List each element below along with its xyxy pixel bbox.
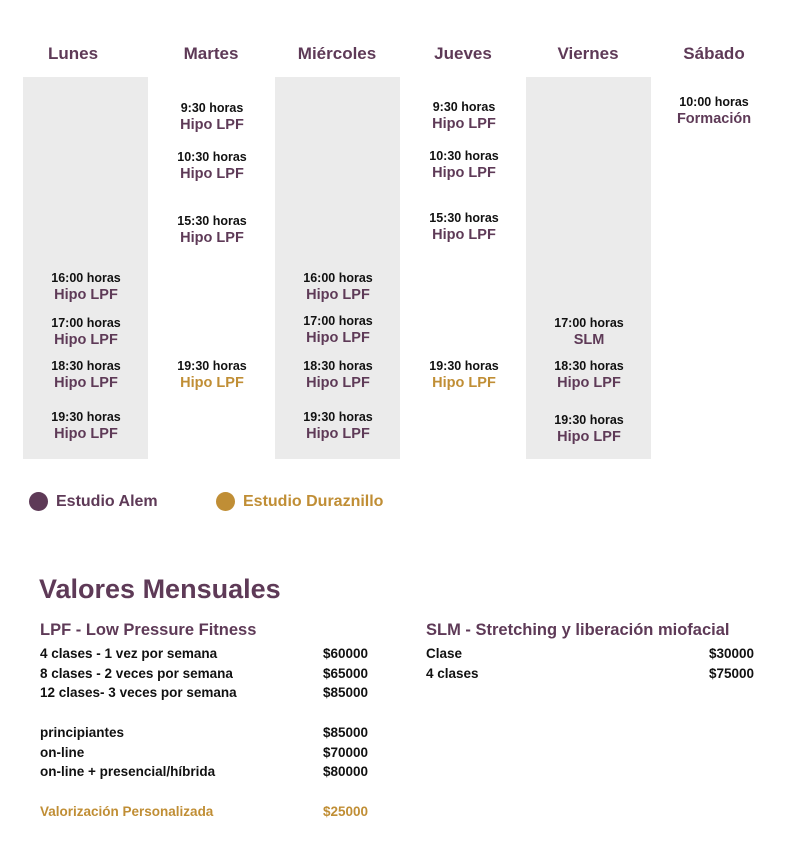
slot-class: SLM	[573, 331, 605, 348]
day-header-jueves: Jueves	[434, 44, 492, 63]
schedule-slot	[401, 360, 527, 390]
slot-time: 10:00 horas	[679, 95, 749, 109]
studio-duraznillo-dot-icon	[216, 492, 235, 511]
day-header-miercoles: Miércoles	[297, 44, 377, 63]
price-value: $75000	[708, 666, 754, 681]
slot-time: 16:00 horas	[303, 271, 373, 285]
price-label: Valorización Personalizada	[40, 804, 214, 819]
schedule-slot	[23, 360, 149, 390]
price-label: 4 clases - 1 vez por semana	[40, 646, 218, 661]
slot-class: Formación	[676, 110, 752, 127]
slot-class: Hipo LPF	[432, 374, 496, 391]
legend-label: Estudio Duraznillo	[243, 492, 384, 510]
day-header-lunes: Lunes	[47, 44, 99, 63]
column-shade-miercoles	[275, 77, 400, 459]
slot-time: 17:00 horas	[51, 316, 121, 330]
slot-time: 18:30 horas	[51, 359, 121, 373]
slot-time: 19:30 horas	[303, 410, 373, 424]
day-header-martes: Martes	[183, 44, 239, 63]
schedule-slot	[149, 215, 275, 245]
slot-time: 19:30 horas	[429, 359, 499, 373]
day-header-viernes: Viernes	[557, 44, 619, 63]
slot-class: Hipo LPF	[54, 286, 118, 303]
slot-class: Hipo LPF	[180, 116, 244, 133]
price-row	[40, 764, 368, 779]
price-label: 8 clases - 2 veces por semana	[40, 666, 233, 681]
slot-time: 17:00 horas	[303, 314, 373, 328]
schedule-slot	[149, 151, 275, 181]
schedule-slot	[149, 102, 275, 132]
slot-time: 18:30 horas	[303, 359, 373, 373]
schedule-slot	[275, 315, 401, 345]
slot-class: Hipo LPF	[306, 425, 370, 442]
legend-label: Estudio Alem	[56, 492, 158, 510]
price-value: $80000	[322, 764, 368, 779]
slot-time: 18:30 horas	[554, 359, 624, 373]
price-row	[426, 666, 754, 681]
schedule-slot	[401, 212, 527, 242]
slot-class: Hipo LPF	[306, 374, 370, 391]
slot-class: Hipo LPF	[180, 229, 244, 246]
column-shade-viernes	[526, 77, 651, 459]
slot-class: Hipo LPF	[180, 374, 244, 391]
slot-class: Hipo LPF	[557, 428, 621, 445]
slot-time: 10:30 horas	[429, 149, 499, 163]
legend-item-duraznillo	[216, 492, 383, 511]
price-row	[40, 745, 368, 760]
legend-item-alem	[29, 492, 158, 511]
slm-heading: SLM - Stretching y liberación miofacial	[426, 621, 730, 639]
price-value: $30000	[708, 646, 754, 661]
price-label: Clase	[426, 646, 463, 661]
slot-class: Hipo LPF	[54, 374, 118, 391]
schedule-slot	[149, 360, 275, 390]
price-row	[426, 646, 754, 661]
price-value: $85000	[322, 685, 368, 700]
slot-time: 9:30 horas	[432, 100, 496, 114]
price-label: principiantes	[40, 725, 125, 740]
lpf-heading: LPF - Low Pressure Fitness	[40, 621, 257, 639]
schedule-slot	[23, 411, 149, 441]
price-row	[40, 646, 368, 661]
schedule-slot	[23, 272, 149, 302]
price-label: 4 clases	[426, 666, 479, 681]
schedule-slot	[275, 272, 401, 302]
schedule-slot	[526, 317, 652, 347]
slot-time: 10:30 horas	[177, 150, 247, 164]
price-value: $25000	[322, 804, 368, 819]
schedule-slot	[526, 360, 652, 390]
slot-class: Hipo LPF	[432, 115, 496, 132]
slot-time: 19:30 horas	[554, 413, 624, 427]
slot-time: 9:30 horas	[180, 101, 244, 115]
slot-class: Hipo LPF	[432, 164, 496, 181]
price-row	[40, 666, 368, 681]
column-shade-lunes	[23, 77, 148, 459]
price-value: $65000	[322, 666, 368, 681]
slot-class: Hipo LPF	[432, 226, 496, 243]
slot-time: 16:00 horas	[51, 271, 121, 285]
slot-time: 15:30 horas	[177, 214, 247, 228]
slot-class: Hipo LPF	[54, 331, 118, 348]
slot-class: Hipo LPF	[306, 329, 370, 346]
schedule-slot	[275, 411, 401, 441]
price-row	[40, 725, 368, 740]
slot-time: 17:00 horas	[554, 316, 624, 330]
price-label: 12 clases- 3 veces por semana	[40, 685, 237, 700]
slot-class: Hipo LPF	[306, 286, 370, 303]
slot-time: 19:30 horas	[177, 359, 247, 373]
pricing-title: Valores Mensuales	[39, 574, 281, 604]
price-value: $70000	[322, 745, 368, 760]
schedule-slot	[526, 414, 652, 444]
price-value: $85000	[322, 725, 368, 740]
price-label: on-line + presencial/híbrida	[40, 764, 216, 779]
price-row-personalized	[40, 804, 368, 819]
slot-class: Hipo LPF	[557, 374, 621, 391]
schedule-slot	[401, 101, 527, 131]
schedule-slot	[23, 317, 149, 347]
schedule-slot	[401, 150, 527, 180]
slot-class: Hipo LPF	[180, 165, 244, 182]
day-header-sabado: Sábado	[683, 44, 745, 63]
price-value: $60000	[322, 646, 368, 661]
price-label: on-line	[40, 745, 85, 760]
slot-time: 19:30 horas	[51, 410, 121, 424]
studio-alem-dot-icon	[29, 492, 48, 511]
price-row	[40, 685, 368, 700]
slot-time: 15:30 horas	[429, 211, 499, 225]
schedule-slot	[651, 96, 777, 126]
slot-class: Hipo LPF	[54, 425, 118, 442]
schedule-slot	[275, 360, 401, 390]
